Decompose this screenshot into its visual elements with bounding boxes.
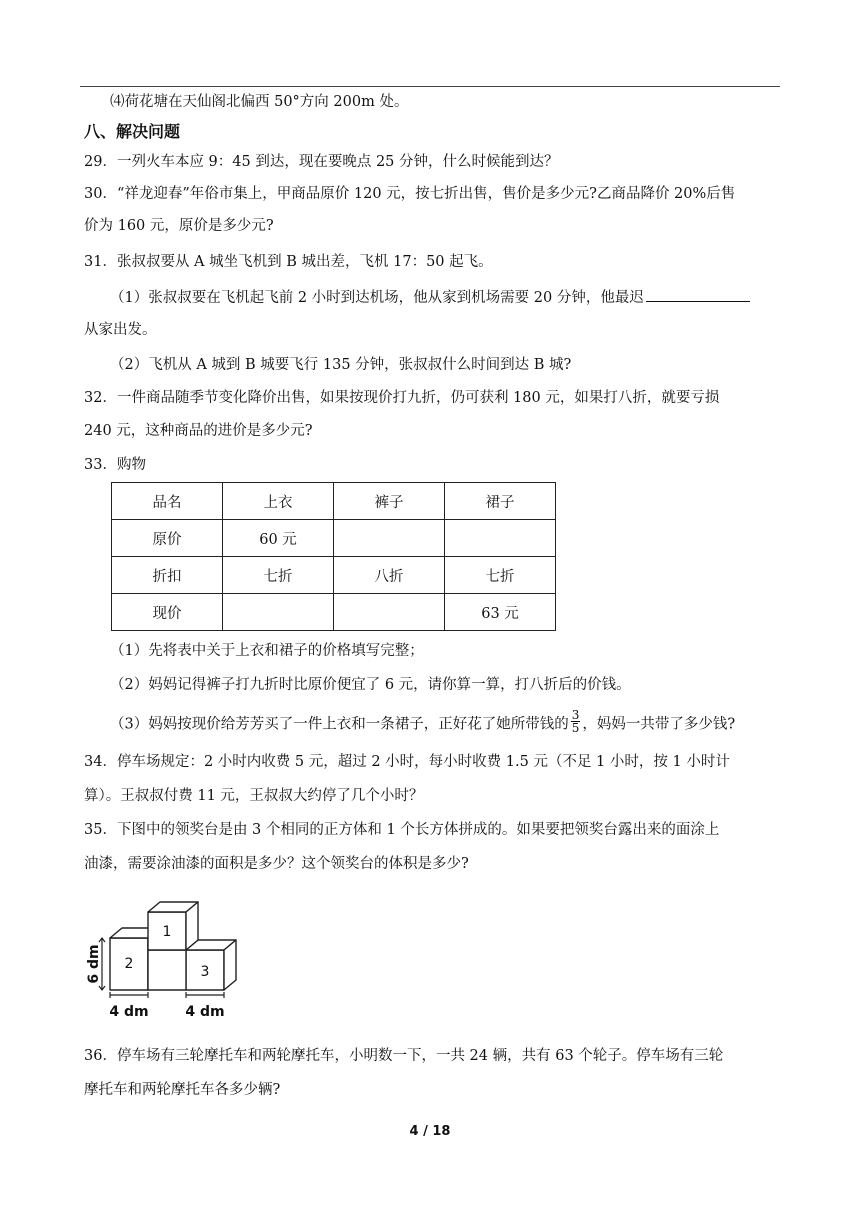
podium-figure bbox=[82, 898, 242, 1022]
question-33: 33．购物 bbox=[84, 457, 146, 473]
question-33-part2: （2）妈妈记得裤子打九折时比原价便宜了 6 元，请你算一算，打八折后的价钱。 bbox=[110, 677, 631, 693]
answer-blank[interactable] bbox=[646, 287, 750, 302]
question-34-line1: 34．停车场规定：2 小时内收费 5 元，超过 2 小时，每小时收费 1.5 元（不足 1 小时，按 1 小时计 bbox=[84, 754, 730, 770]
table-cell: 现价 bbox=[112, 594, 223, 631]
height-label: 6 dm bbox=[86, 944, 102, 984]
question-33-part1: （1）先将表中关于上衣和裙子的价格填写完整； bbox=[110, 643, 424, 659]
fraction bbox=[571, 709, 581, 734]
header-rule bbox=[80, 86, 780, 87]
question-31: 31．张叔叔要从 A 城坐飞机到 B 城出差，飞机 17：50 起飞。 bbox=[84, 254, 493, 270]
question-32-line1: 32．一件商品随季节变化降价出售，如果按现价打九折，仍可获利 180 元，如果打八折，就要亏损 bbox=[84, 390, 720, 406]
table-cell: 上衣 bbox=[223, 483, 334, 520]
table-row bbox=[112, 594, 556, 631]
question-36-line1: 36．停车场有三轮摩托车和两轮摩托车，小明数一下，一共 24 辆，共有 63 个轮子。停车场有三轮 bbox=[84, 1048, 724, 1064]
question-35-line2: 油漆，需要涂油漆的面积是多少？这个领奖台的体积是多少? bbox=[84, 856, 469, 872]
question-33-part3-tail: ，妈妈一共带了多少钱? bbox=[582, 716, 736, 733]
table-row bbox=[112, 557, 556, 594]
table-cell bbox=[334, 594, 445, 631]
table-cell: 原价 bbox=[112, 520, 223, 557]
question-33-part3 bbox=[110, 708, 736, 737]
table-cell: 七折 bbox=[223, 557, 334, 594]
table-cell: 折扣 bbox=[112, 557, 223, 594]
table-cell: 60 元 bbox=[223, 520, 334, 557]
table-row bbox=[112, 520, 556, 557]
table-cell: 63 元 bbox=[445, 594, 556, 631]
table-cell: 七折 bbox=[445, 557, 556, 594]
table-cell: 品名 bbox=[112, 483, 223, 520]
question-33-part3-text: （3）妈妈按现价给芳芳买了一件上衣和一条裙子，正好花了她所带钱的 bbox=[110, 716, 569, 733]
fraction-denominator: 5 bbox=[571, 721, 580, 735]
width-label-left: 4 dm bbox=[109, 1004, 149, 1020]
table-cell: 裙子 bbox=[445, 483, 556, 520]
question-36-line2: 摩托车和两轮摩托车各多少辆? bbox=[84, 1082, 281, 1098]
question-31-part2: （2）飞机从 A 城到 B 城要飞行 135 分钟，张叔叔什么时间到达 B 城? bbox=[110, 357, 572, 373]
width-label-right: 4 dm bbox=[185, 1004, 225, 1020]
table-cell bbox=[445, 520, 556, 557]
question-31-part1-text: （1）张叔叔要在飞机起飞前 2 小时到达机场，他从家到机场需要 20 分钟，他最迟 bbox=[110, 290, 644, 306]
question-29: 29．一列火车本应 9：45 到达，现在要晚点 25 分钟，什么时候能到达？ bbox=[84, 154, 559, 170]
question-30-line1: 30．“祥龙迎春”年俗市集上，甲商品原价 120 元，按七折出售，售价是多少元?乙商品降价 20%后售 bbox=[84, 186, 736, 202]
section-heading: 八、解决问题 bbox=[84, 122, 181, 141]
table-row bbox=[112, 483, 556, 520]
price-table bbox=[111, 482, 556, 631]
question-31-part1-line1 bbox=[110, 287, 750, 308]
table-cell bbox=[223, 594, 334, 631]
item-4-text: ⑷荷花塘在天仙阁北偏西 50°方向 200m 处。 bbox=[110, 94, 409, 110]
question-30-line2: 价为 160 元，原价是多少元? bbox=[84, 218, 274, 234]
box-2-label: 2 bbox=[124, 956, 134, 972]
table-cell: 裤子 bbox=[334, 483, 445, 520]
box-1-label: 1 bbox=[162, 924, 172, 940]
table-cell: 八折 bbox=[334, 557, 445, 594]
box-3-label: 3 bbox=[200, 964, 210, 980]
question-35-line1: 35．下图中的领奖台是由 3 个相同的正方体和 1 个长方体拼成的。如果要把领奖台露出来的面涂上 bbox=[84, 822, 720, 838]
table-cell bbox=[334, 520, 445, 557]
question-32-line2: 240 元，这种商品的进价是多少元? bbox=[84, 423, 313, 439]
fraction-numerator: 3 bbox=[571, 708, 580, 722]
question-34-line2: 算）。王叔叔付费 11 元，王叔叔大约停了几个小时？ bbox=[84, 788, 424, 804]
question-31-part1-line2: 从家出发。 bbox=[84, 322, 157, 338]
page-number: 4 / 18 bbox=[409, 1124, 451, 1139]
